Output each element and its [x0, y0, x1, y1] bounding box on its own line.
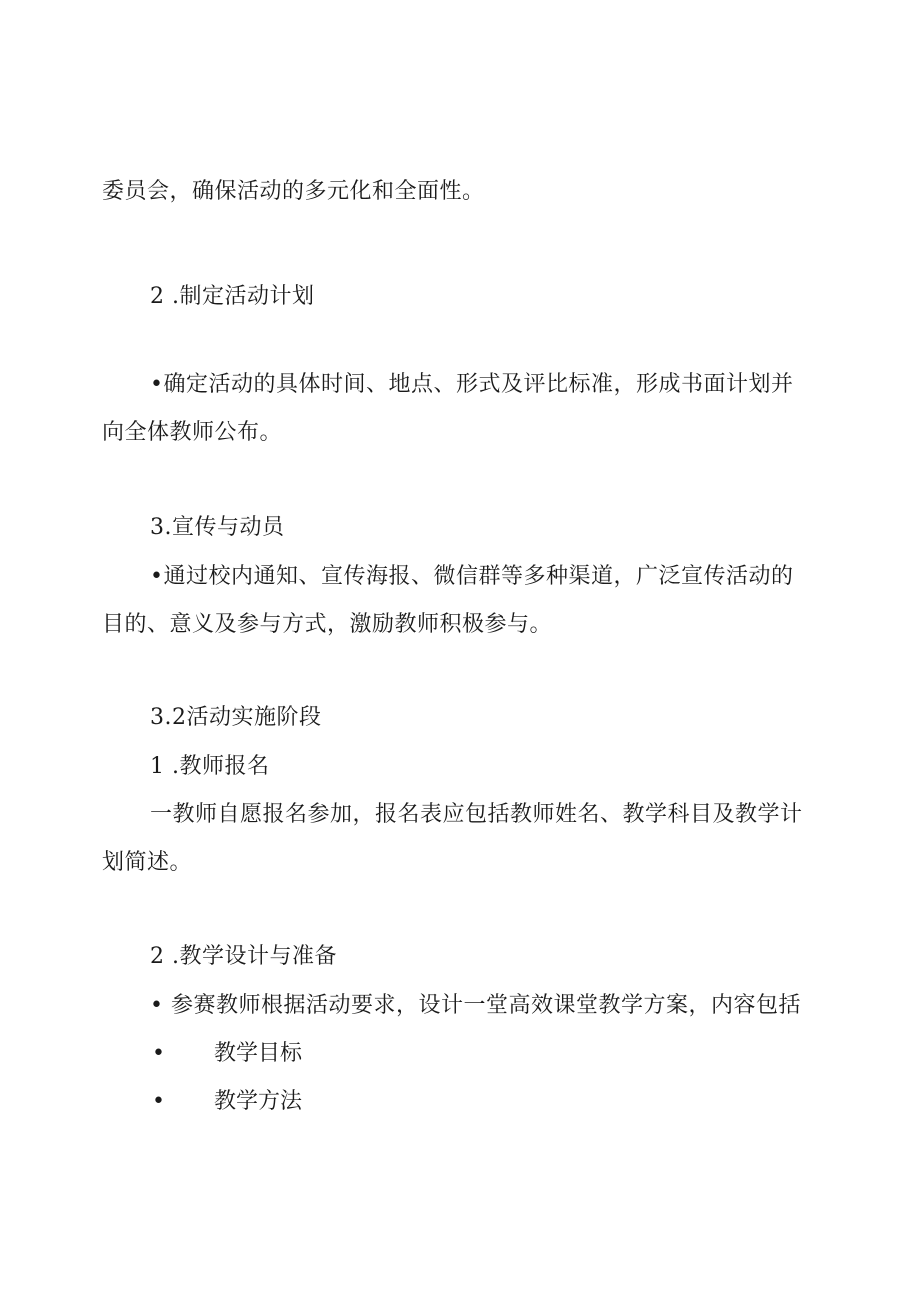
section-heading-implementation: 3.2活动实施阶段 [150, 705, 322, 730]
paragraph-promotion-line-1: •通过校内通知、宣传海报、微信群等多种渠道，广泛宣传活动的 [150, 564, 794, 589]
bullet-icon: • [152, 1041, 165, 1066]
paragraph-registration-line-2: 划简述。 [102, 850, 193, 875]
paragraph-continuation: 委员会，确保活动的多元化和全面性。 [102, 179, 485, 204]
paragraph-registration-line-1: 一教师自愿报名参加，报名表应包括教师姓名、教学科目及教学计 [150, 802, 803, 827]
bullet-icon: • [152, 1089, 165, 1114]
paragraph-plan-line-2: 向全体教师公布。 [102, 420, 283, 445]
section-heading-plan: 2 .制定活动计划 [150, 284, 315, 309]
list-item-text: 教学目标 [214, 1041, 303, 1066]
paragraph-design: • 参赛教师根据活动要求，设计一堂高效课堂教学方案，内容包括 [150, 993, 801, 1018]
list-item-text: 教学方法 [214, 1089, 303, 1114]
paragraph-promotion-line-2: 目的、意义及参与方式，激励教师积极参与。 [102, 612, 553, 637]
list-item [152, 1039, 452, 1069]
section-heading-design: 2 .教学设计与准备 [150, 944, 337, 969]
paragraph-plan-line-1: •确定活动的具体时间、地点、形式及评比标准，形成书面计划并 [150, 372, 794, 397]
list-item [152, 1087, 452, 1117]
section-heading-registration: 1 .教师报名 [150, 754, 270, 779]
section-heading-promotion: 3.宣传与动员 [150, 515, 285, 540]
